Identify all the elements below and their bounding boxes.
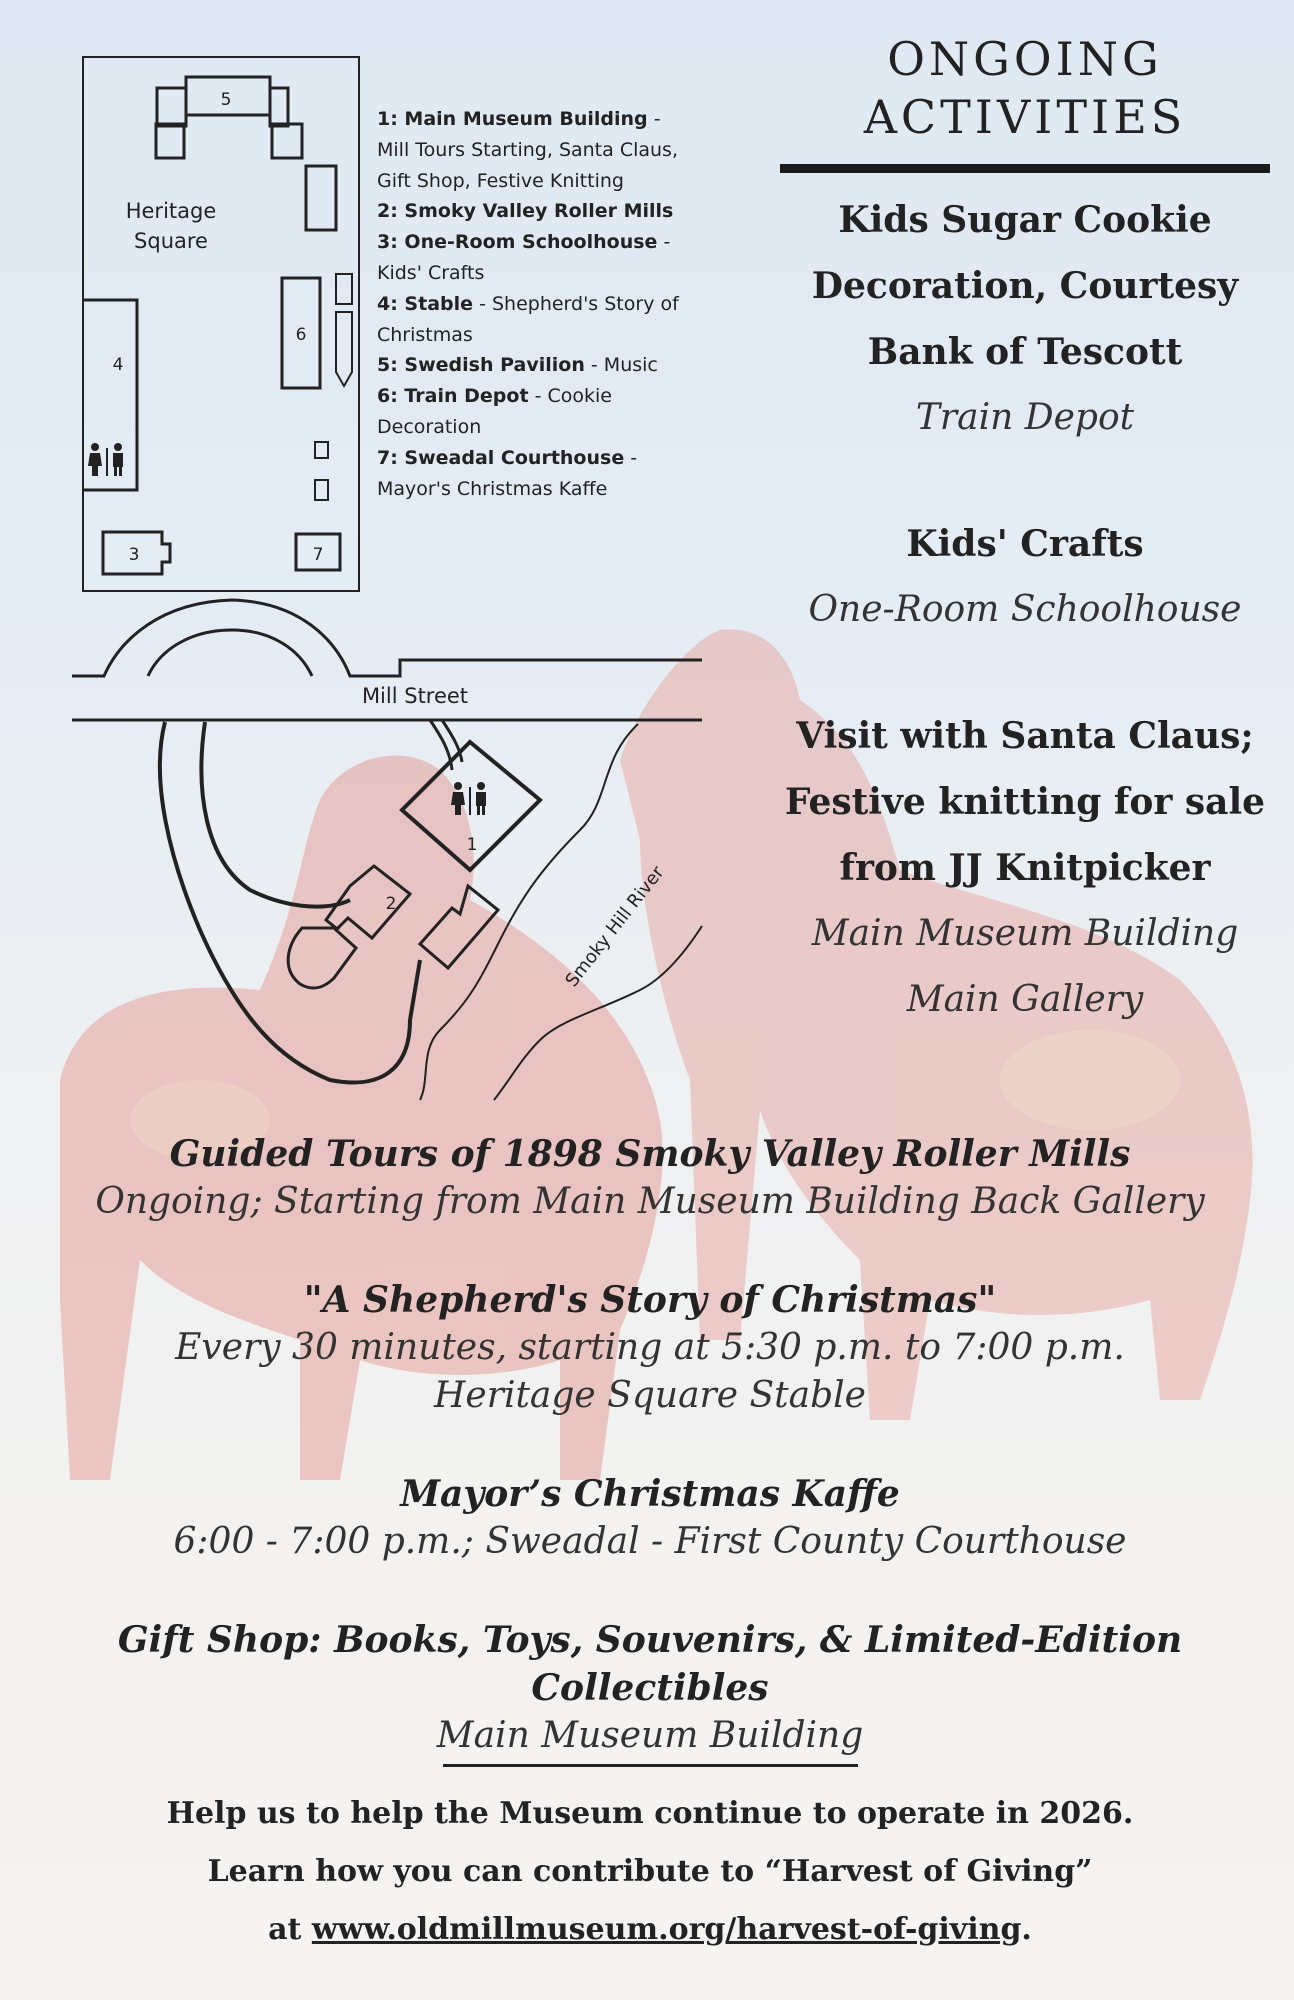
event-mill-tours [40, 1130, 1260, 1226]
legend-item-bold: 1: Main Museum Building [377, 108, 648, 130]
activity-title: from JJ Knitpicker [839, 847, 1211, 889]
activity-title: Kids Sugar Cookie [838, 199, 1212, 241]
building-1-label: 1 [466, 835, 478, 855]
legend-item-bold: 5: Swedish Pavilion [377, 354, 585, 377]
event-title: "A Shepherd's Story of Christmas" [303, 1279, 997, 1321]
activity-title: Kids' Crafts [906, 523, 1144, 565]
mill-street-label: Mill Street [361, 684, 469, 708]
building-2-label: 2 [385, 894, 397, 914]
activity-kids-crafts [770, 511, 1280, 643]
event-title: Gift Shop: Books, Toys, Souvenirs, & Limited-Edition [117, 1619, 1183, 1661]
legend-item-bold: 2: Smoky Valley Roller Mills [377, 200, 674, 223]
activity-title: Visit with Santa Claus; [796, 715, 1254, 757]
events-section [40, 1130, 1260, 1959]
activity-location: Train Depot [915, 397, 1135, 438]
ongoing-activities-section [770, 30, 1280, 1033]
donation-text: at [268, 1912, 312, 1947]
legend-item-text: Mayor's Christmas Kaffe [377, 477, 608, 500]
legend-item-text: - [647, 108, 661, 130]
legend-item-text: Decoration [377, 415, 482, 438]
building-4-label: 4 [112, 355, 124, 375]
heritage-square-label: Heritage [125, 199, 217, 223]
section-title-line: ACTIVITIES [863, 90, 1187, 144]
title-divider [780, 164, 1270, 173]
building-6-train-depot [282, 274, 352, 388]
legend-item-text: - Shepherd's Story of [473, 292, 679, 315]
heritage-square-border [83, 57, 359, 591]
activity-location: One-Room Schoolhouse [808, 589, 1242, 630]
building-3-label: 3 [128, 545, 140, 565]
activity-location: Main Gallery [906, 979, 1144, 1020]
building-5-label: 5 [220, 90, 232, 110]
legend-item-text: Gift Shop, Festive Knitting [377, 169, 624, 192]
legend-item-2 [377, 196, 722, 227]
event-christmas-kaffe [40, 1470, 1260, 1566]
donation-line: Help us to help the Museum continue to operate in 2026. [166, 1796, 1134, 1831]
legend-item-6 [377, 381, 722, 443]
building-3-schoolhouse [103, 532, 170, 574]
building-7-label: 7 [312, 545, 324, 565]
legend-item-bold: 6: Train Depot [377, 385, 529, 408]
event-detail: Every 30 minutes, starting at 5:30 p.m. to 7:00 p.m. [175, 1327, 1125, 1368]
building-6-label: 6 [295, 325, 307, 345]
legend-item-bold: 3: One-Room Schoolhouse [377, 231, 658, 254]
section-title-line: ONGOING [887, 32, 1163, 86]
legend-item-7 [377, 443, 722, 505]
small-structure-outline [315, 442, 328, 458]
legend-item-text: - [624, 446, 638, 469]
building-2-roller-mills [288, 866, 410, 988]
arched-pathway [72, 600, 702, 676]
legend-item-5 [377, 350, 722, 381]
small-structure-outline [315, 480, 328, 500]
activity-title: Decoration, Courtesy [811, 265, 1239, 307]
legend-item-text: Kids' Crafts [377, 261, 485, 284]
legend-item-text: Mill Tours Starting, Santa Claus, [377, 138, 678, 161]
harvest-of-giving-link[interactable]: www.oldmillmuseum.org/harvest-of-giving [311, 1912, 1022, 1947]
activity-cookie-decoration [770, 187, 1280, 451]
donation-text: . [1021, 1912, 1032, 1947]
event-detail: Ongoing; Starting from Main Museum Building Back Gallery [95, 1181, 1205, 1222]
building-7-courthouse [296, 534, 340, 570]
donation-message [40, 1785, 1260, 1959]
heritage-square-label-line2: Square [134, 229, 208, 253]
building-1-main-museum [402, 742, 540, 870]
legend-item-bold: 4: Stable [377, 292, 474, 315]
map-legend [377, 104, 722, 504]
river-label: Smoky Hill River [561, 862, 669, 992]
event-title: Mayor’s Christmas Kaffe [400, 1473, 900, 1515]
legend-item-text: Christmas [377, 323, 473, 346]
event-title: Collectibles [531, 1667, 769, 1709]
activity-title: Festive knitting for sale [784, 781, 1266, 823]
river-bank-upper [420, 724, 638, 1100]
small-building-outline [306, 166, 336, 230]
event-detail: Main Museum Building [436, 1715, 864, 1756]
restroom-icon [88, 443, 123, 476]
event-detail: Heritage Square Stable [434, 1375, 866, 1416]
legend-item-text: - Music [584, 354, 658, 377]
activity-title: Bank of Tescott [867, 331, 1183, 373]
event-gift-shop [40, 1616, 1260, 1760]
activity-santa-visit [770, 703, 1280, 1033]
section-title [770, 30, 1280, 146]
access-road-inner [201, 722, 350, 907]
arched-pathway-inner [148, 630, 312, 676]
event-detail: 6:00 - 7:00 p.m.; Sweadal - First County Courthouse [173, 1521, 1127, 1562]
legend-item-text: - Cookie [528, 385, 612, 408]
building-outline [420, 886, 498, 968]
donation-line [40, 1901, 1260, 1959]
building-5-swedish-pavilion [156, 77, 302, 158]
event-title: Guided Tours of 1898 Smoky Valley Roller Mills [169, 1133, 1131, 1175]
legend-item-bold: 7: Sweadal Courthouse [377, 446, 625, 469]
legend-item-4 [377, 289, 722, 351]
donation-line: Learn how you can contribute to “Harvest of Giving” [207, 1854, 1093, 1889]
activity-location: Main Museum Building [811, 913, 1239, 954]
event-shepherds-story [40, 1276, 1260, 1420]
footer-divider [443, 1764, 858, 1767]
legend-item-3 [377, 227, 722, 289]
legend-item-text: - [657, 231, 671, 254]
legend-item-1 [377, 104, 722, 196]
